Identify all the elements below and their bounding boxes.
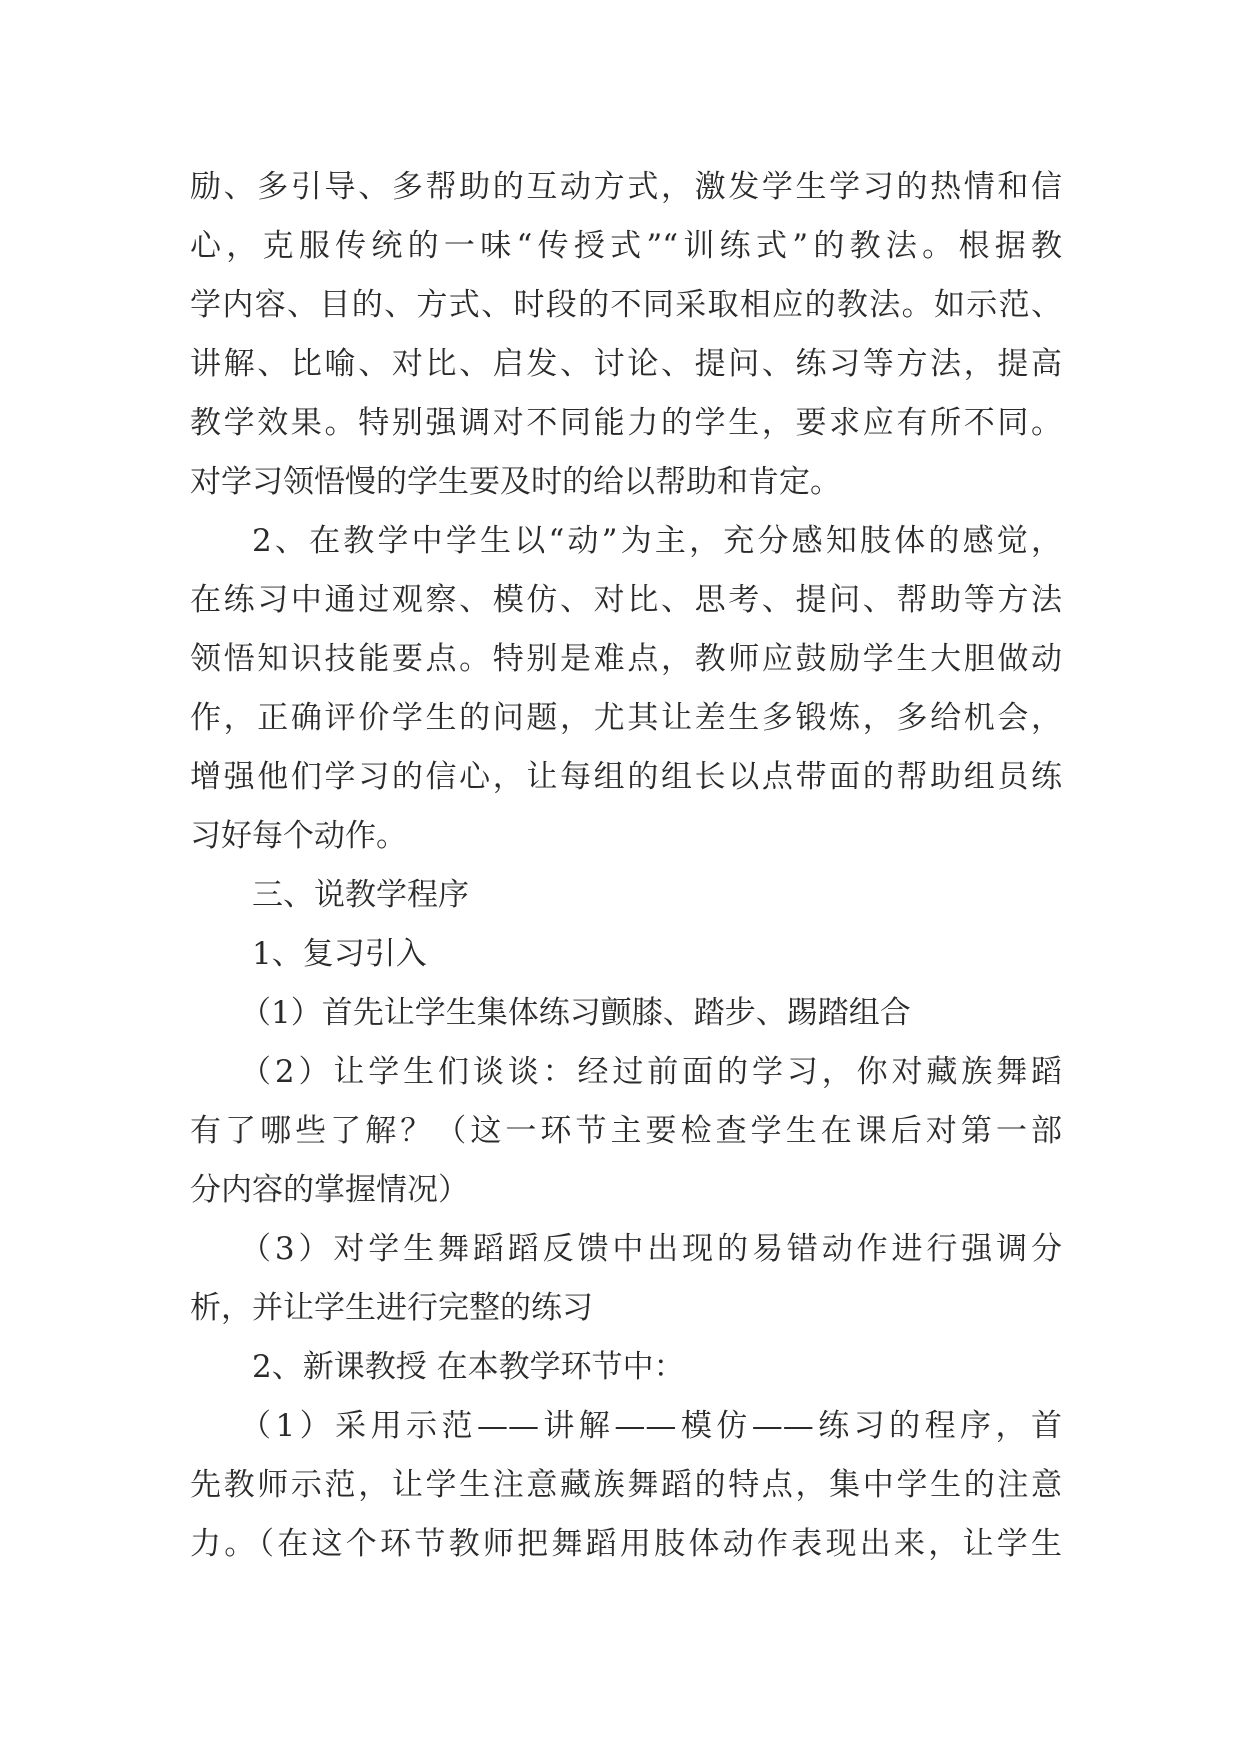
text-line: 心，克服传统的一味“传授式”“训练式”的教法。根据教 bbox=[190, 228, 1062, 264]
section-heading: 三、说教学程序 bbox=[252, 877, 469, 913]
text-line: 分内容的掌握情况） bbox=[190, 1172, 469, 1208]
text-line: 作，正确评价学生的问题，尤其让差生多锻炼，多给机会， bbox=[190, 700, 1062, 736]
text-line: 对学习领悟慢的学生要及时的给以帮助和肯定。 bbox=[190, 464, 841, 500]
list-item: （1）采用示范——讲解——模仿——练习的程序，首 bbox=[240, 1408, 1062, 1444]
text-line: 励、多引导、多帮助的互动方式，激发学生学习的热情和信 bbox=[190, 169, 1062, 205]
list-item: （1）首先让学生集体练习颤膝、踏步、踢踏组合 bbox=[240, 995, 911, 1031]
text-line: 先教师示范，让学生注意藏族舞蹈的特点，集中学生的注意 bbox=[190, 1467, 1062, 1503]
text-line: 讲解、比喻、对比、启发、讨论、提问、练习等方法，提高 bbox=[190, 346, 1062, 382]
text-line: 习好每个动作。 bbox=[190, 818, 407, 854]
subsection-heading: 2、新课教授 在本教学环节中： bbox=[252, 1349, 685, 1385]
text-line: 析，并让学生进行完整的练习 bbox=[190, 1290, 593, 1326]
text-line: 学内容、目的、方式、时段的不同采取相应的教法。如示范、 bbox=[190, 287, 1062, 323]
text-line: 增强他们学习的信心，让每组的组长以点带面的帮助组员练 bbox=[190, 759, 1062, 795]
subsection-heading: 1、复习引入 bbox=[252, 936, 427, 972]
text-line: 在练习中通过观察、模仿、对比、思考、提问、帮助等方法 bbox=[190, 582, 1062, 618]
text-line: 领悟知识技能要点。特别是难点，教师应鼓励学生大胆做动 bbox=[190, 641, 1062, 677]
text-line: 有了哪些了解？（这一环节主要检查学生在课后对第一部 bbox=[190, 1113, 1062, 1149]
text-line: 教学效果。特别强调对不同能力的学生，要求应有所不同。 bbox=[190, 405, 1062, 441]
list-item: （2）让学生们谈谈：经过前面的学习，你对藏族舞蹈 bbox=[240, 1054, 1062, 1090]
list-item: （3）对学生舞蹈蹈反馈中出现的易错动作进行强调分 bbox=[240, 1231, 1062, 1267]
paragraph-start-line: 2、在教学中学生以“动”为主，充分感知肢体的感觉， bbox=[252, 523, 1062, 559]
text-line: 力。（在这个环节教师把舞蹈用肢体动作表现出来，让学生 bbox=[190, 1526, 1062, 1562]
body-text bbox=[190, 158, 1062, 1574]
